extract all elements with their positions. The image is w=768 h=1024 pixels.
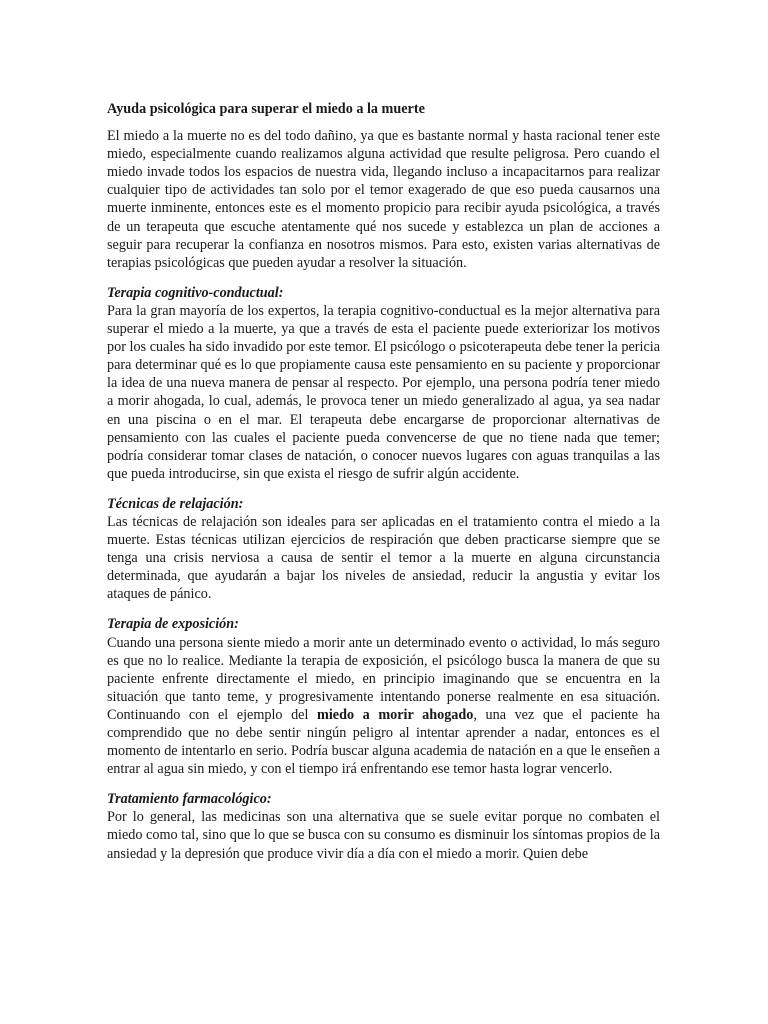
section-relaxation xyxy=(107,495,660,604)
section-heading: Terapia de exposición: xyxy=(107,616,239,633)
section-heading: Terapia cognitivo-conductual: xyxy=(107,284,284,301)
emphasized-phrase: miedo a morir ahogado xyxy=(317,706,474,723)
section-cognitive-behavioral xyxy=(107,284,660,483)
section-body: Para la gran mayoría de los expertos, la terapia cognitivo-conductual es la mejor alternativa para superar el miedo a la muerte, ya que a través de esta el paciente puede exteriorizar los motivos por los cuales ha sido invadido por este temor. El psicólogo o psicoterapeuta debe tener la pericia para determinar qué es lo que propiamente causa este pensamiento en su paciente y proporcionar la idea de una nueva manera de pensar al respecto. Por ejemplo, una persona podría tener miedo a morir ahogada, lo cual, además, le provoca tener un miedo generalizado al agua, ya sea nadar en una piscina o en el mar. El terapeuta debe encargarse de proporcionar alternativas de pensamiento con las cuales el paciente pueda convencerse de que no tiene nada que temer; podría considerar tomar clases de natación, o conocer nuevos lugares con aguas tranquilas a las que pueda introducirse, sin que exista el riesgo de sufrir algún accidente. xyxy=(107,302,660,482)
section-heading: Tratamiento farmacológico: xyxy=(107,791,272,808)
section-body: Por lo general, las medicinas son una alternativa que se suele evitar porque no combaten el miedo como tal, sino que lo que se busca con su consumo es disminuir los síntomas propios de la ansiedad y la depresión que produce vivir día a día con el miedo a morir. Quien debe xyxy=(107,809,660,862)
section-body-start: Cuando una persona siente miedo a morir ante un determinado evento o actividad, lo más seguro es que no lo realice. Mediante la terapia de exposición, el psicólogo busca la manera de que su paciente enfrente directamente el miedo, en principio imaginando que se encuentra en la situación que tanto teme, y progresivamente intentando ponerse realmente en esa situación. Continuando con el ejemplo del xyxy=(107,634,660,723)
section-exposure xyxy=(107,615,660,778)
section-heading: Técnicas de relajación: xyxy=(107,495,244,512)
section-body-end: , una vez que el paciente ha comprendido que no debe sentir ningún peligro al intentar aprender a nadar, entonces es el momento de intentarlo en serio. Podría buscar alguna academia de natación en a que le enseñen a entrar al agua sin miedo, y con el tiempo irá enfrentando ese temor hasta lograr vencerlo. xyxy=(107,706,661,778)
section-body: Las técnicas de relajación son ideales para ser aplicadas en el tratamiento contra el miedo a la muerte. Estas técnicas utilizan ejercicios de respiración que deben practicarse siempre que se tenga una crisis nerviosa a causa de sentir el temor a la muerte en alguna circunstancia determinada, que ayudarán a bajar los niveles de ansiedad, reducir la angustia y evitar los ataques de pánico. xyxy=(107,513,660,603)
document-page xyxy=(107,100,660,863)
document-title: Ayuda psicológica para superar el miedo a la muerte xyxy=(107,101,425,117)
section-pharmacological xyxy=(107,790,660,862)
intro-paragraph: El miedo a la muerte no es del todo dañino, ya que es bastante normal y hasta racional tener este miedo, especialmente cuando realizamos alguna actividad que resulte peligrosa. Pero cuando el miedo invade todos los espacios de nuestra vida, llegando incluso a incapacitarnos para realizar cualquier tipo de actividades tan solo por el temor exagerado de que eso pueda causarnos una muerte inminente, entonces este es el momento propicio para recibir ayuda psicológica, a través de un terapeuta que escuche atentamente qué nos sucede y establezca un plan de acciones a seguir para recuperar la confianza en nosotros mismos. Para esto, existen varias alternativas de terapias psicológicas que pueden ayudar a resolver la situación. xyxy=(107,128,660,271)
